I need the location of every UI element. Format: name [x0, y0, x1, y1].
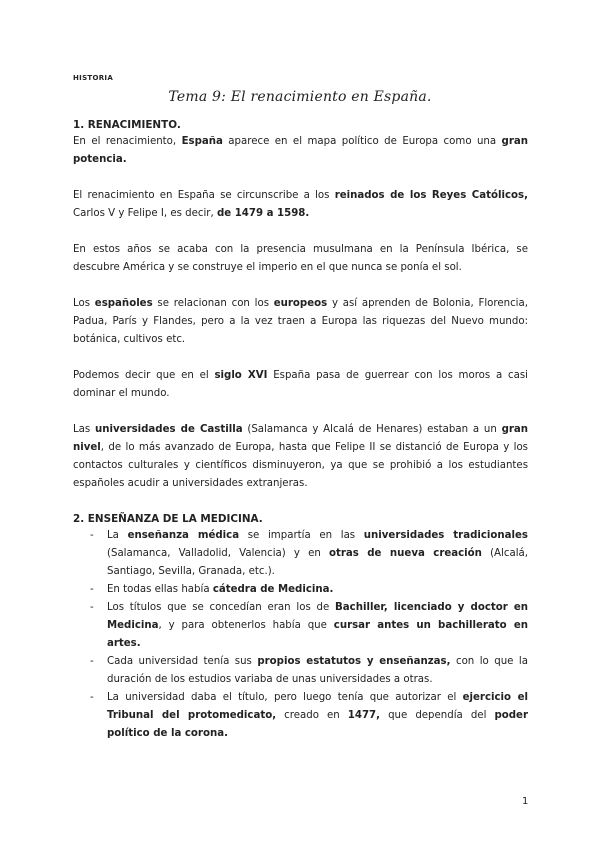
list-item [73, 599, 528, 653]
list-item [73, 653, 528, 689]
text: Carlos V y Felipe I, es decir, [73, 208, 217, 219]
bold-text: propios estatutos y enseñanzas, [257, 656, 451, 667]
bold-text: poder político de la corona. [107, 710, 528, 739]
text: y así aprenden de Bolonia, Florencia, Padua, París y Flandes, pero a la vez traen a Europa las riquezas del Nuevo mundo: botánica, cultivos etc. [73, 298, 528, 345]
bold-text: universidades de Castilla [95, 424, 243, 435]
list-item [73, 581, 528, 599]
bold-text: España [181, 136, 223, 147]
bold-text: reinados de los Reyes Católicos, [334, 190, 528, 201]
text: La universidad daba el título, pero luego tenía que autorizar el [107, 692, 463, 703]
list-item [73, 689, 528, 743]
bullet-dash: - [90, 584, 94, 595]
text: se impartía en las [239, 530, 364, 541]
text: En todas ellas había [107, 584, 213, 595]
text: se relacionan con los [152, 298, 274, 309]
text: aparece en el mapa político de Europa como una [222, 136, 502, 147]
text: España pasa de guerrear con los moros a casi dominar el mundo. [73, 370, 528, 399]
text: (Salamanca y Alcalá de Henares) estaban a un [242, 424, 502, 435]
text: creado en [276, 710, 348, 721]
page-title: Tema 9: El renacimiento en España. [168, 89, 432, 105]
text: (Salamanca, Valladolid, Valencia) y en [107, 548, 329, 559]
page-number: 1 [522, 796, 529, 807]
text: con lo que la duración de los estudios variaba de unas universidades a otras. [107, 656, 528, 685]
bold-text: de 1479 a 1598. [216, 208, 310, 219]
text: Las [73, 424, 96, 435]
section-2-heading: 2. ENSEÑANZA DE LA MEDICINA. [73, 513, 263, 525]
bullet-dash: - [90, 656, 94, 667]
text: En estos años se acaba con la presencia musulmana en la Península Ibérica, se descubre América y se construye el imperio en el que nunca se ponía el sol. [73, 244, 528, 273]
list-item [73, 527, 528, 581]
bullet-dash: - [90, 692, 94, 703]
bold-text: cátedra de Medicina. [212, 584, 334, 595]
bold-text: ejercicio el Tribunal del protomedicato, [107, 692, 529, 721]
bold-text: otras de nueva creación [328, 548, 482, 559]
section-1-heading: 1. RENACIMIENTO. [73, 119, 181, 131]
text: , de lo más avanzado de Europa, hasta que Felipe II se distanció de Europa y los contactos culturales y científicos disminuyeron, ya que se prohibió a los estudiantes españoles acudir a universidades extranjeras. [73, 442, 528, 489]
bold-text: gran nivel [73, 424, 529, 453]
text: Cada universidad tenía sus [107, 656, 258, 667]
text: En el renacimiento, [73, 136, 182, 147]
bold-text: españoles [94, 298, 153, 309]
text: , y para obtenerlos había que [158, 620, 334, 631]
bold-text: gran potencia. [73, 136, 528, 165]
bullet-dash: - [90, 530, 94, 541]
bold-text: 1477, [347, 710, 381, 721]
text: que dependía del [380, 710, 495, 721]
bold-text: enseñanza médica [127, 530, 240, 541]
section-2-list [73, 527, 528, 743]
bold-text: siglo XVI [214, 370, 268, 381]
bold-text: Bachiller, licenciado y doctor en Medicina [107, 602, 528, 631]
bullet-dash: - [90, 602, 94, 613]
text: El renacimiento en España se circunscribe a los [73, 190, 335, 201]
text: La [107, 530, 128, 541]
text: (Alcalá, Santiago, Sevilla, Granada, etc.). [107, 548, 529, 577]
paragraph [73, 241, 528, 277]
paragraph [73, 295, 528, 349]
paragraph [73, 133, 528, 169]
text: Los [73, 298, 95, 309]
text: Los títulos que se concedían eran los de [107, 602, 336, 613]
bold-text: universidades tradicionales [363, 530, 528, 541]
paragraph [73, 421, 528, 493]
text: Podemos decir que en el [73, 370, 215, 381]
bold-text: cursar antes un bachillerato en artes. [107, 620, 529, 649]
subject-header: HISTORIA [73, 74, 114, 82]
section-1-paragraphs [73, 133, 528, 493]
bold-text: europeos [273, 298, 328, 309]
document-body [73, 117, 528, 743]
paragraph [73, 367, 528, 403]
paragraph [73, 187, 528, 223]
